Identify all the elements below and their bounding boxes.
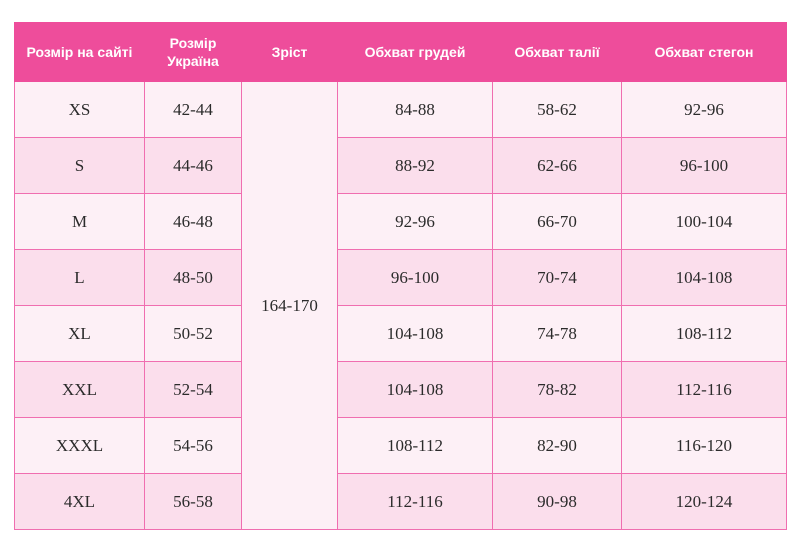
table-header bbox=[15, 23, 787, 82]
column-header-height: Зріст bbox=[242, 23, 338, 82]
cell-hips: 116-120 bbox=[622, 418, 787, 474]
cell-hips: 100-104 bbox=[622, 194, 787, 250]
cell-height: 164-170 bbox=[242, 82, 338, 530]
cell-bust: 112-116 bbox=[338, 474, 493, 530]
cell-ua-size: 46-48 bbox=[145, 194, 242, 250]
cell-waist: 66-70 bbox=[493, 194, 622, 250]
table-row bbox=[15, 306, 787, 362]
cell-ua-size: 42-44 bbox=[145, 82, 242, 138]
cell-site-size: XL bbox=[15, 306, 145, 362]
cell-waist: 82-90 bbox=[493, 418, 622, 474]
table-row bbox=[15, 418, 787, 474]
column-header-waist: Обхват талії bbox=[493, 23, 622, 82]
cell-waist: 90-98 bbox=[493, 474, 622, 530]
cell-ua-size: 52-54 bbox=[145, 362, 242, 418]
cell-waist: 62-66 bbox=[493, 138, 622, 194]
cell-hips: 120-124 bbox=[622, 474, 787, 530]
column-header-site-size: Розмір на сайті bbox=[15, 23, 145, 82]
size-chart-container bbox=[14, 22, 786, 530]
table-header-row bbox=[15, 23, 787, 82]
column-header-bust: Обхват грудей bbox=[338, 23, 493, 82]
cell-site-size: XXL bbox=[15, 362, 145, 418]
table-row bbox=[15, 194, 787, 250]
table-row bbox=[15, 474, 787, 530]
cell-hips: 96-100 bbox=[622, 138, 787, 194]
cell-bust: 104-108 bbox=[338, 306, 493, 362]
cell-ua-size: 44-46 bbox=[145, 138, 242, 194]
cell-ua-size: 56-58 bbox=[145, 474, 242, 530]
cell-waist: 74-78 bbox=[493, 306, 622, 362]
column-header-ua-size: Розмір Україна bbox=[145, 23, 242, 82]
cell-bust: 84-88 bbox=[338, 82, 493, 138]
cell-hips: 92-96 bbox=[622, 82, 787, 138]
cell-site-size: XXXL bbox=[15, 418, 145, 474]
cell-waist: 70-74 bbox=[493, 250, 622, 306]
cell-ua-size: 48-50 bbox=[145, 250, 242, 306]
cell-site-size: L bbox=[15, 250, 145, 306]
cell-waist: 58-62 bbox=[493, 82, 622, 138]
table-row bbox=[15, 250, 787, 306]
cell-bust: 96-100 bbox=[338, 250, 493, 306]
cell-site-size: S bbox=[15, 138, 145, 194]
cell-bust: 104-108 bbox=[338, 362, 493, 418]
cell-waist: 78-82 bbox=[493, 362, 622, 418]
cell-hips: 112-116 bbox=[622, 362, 787, 418]
table-body bbox=[15, 82, 787, 530]
table-row bbox=[15, 362, 787, 418]
cell-bust: 88-92 bbox=[338, 138, 493, 194]
column-header-hips: Обхват стегон bbox=[622, 23, 787, 82]
cell-bust: 108-112 bbox=[338, 418, 493, 474]
cell-hips: 104-108 bbox=[622, 250, 787, 306]
cell-site-size: XS bbox=[15, 82, 145, 138]
cell-ua-size: 54-56 bbox=[145, 418, 242, 474]
size-chart-table bbox=[14, 22, 787, 530]
table-row bbox=[15, 138, 787, 194]
cell-bust: 92-96 bbox=[338, 194, 493, 250]
cell-site-size: 4XL bbox=[15, 474, 145, 530]
table-row bbox=[15, 82, 787, 138]
cell-site-size: M bbox=[15, 194, 145, 250]
cell-hips: 108-112 bbox=[622, 306, 787, 362]
cell-ua-size: 50-52 bbox=[145, 306, 242, 362]
